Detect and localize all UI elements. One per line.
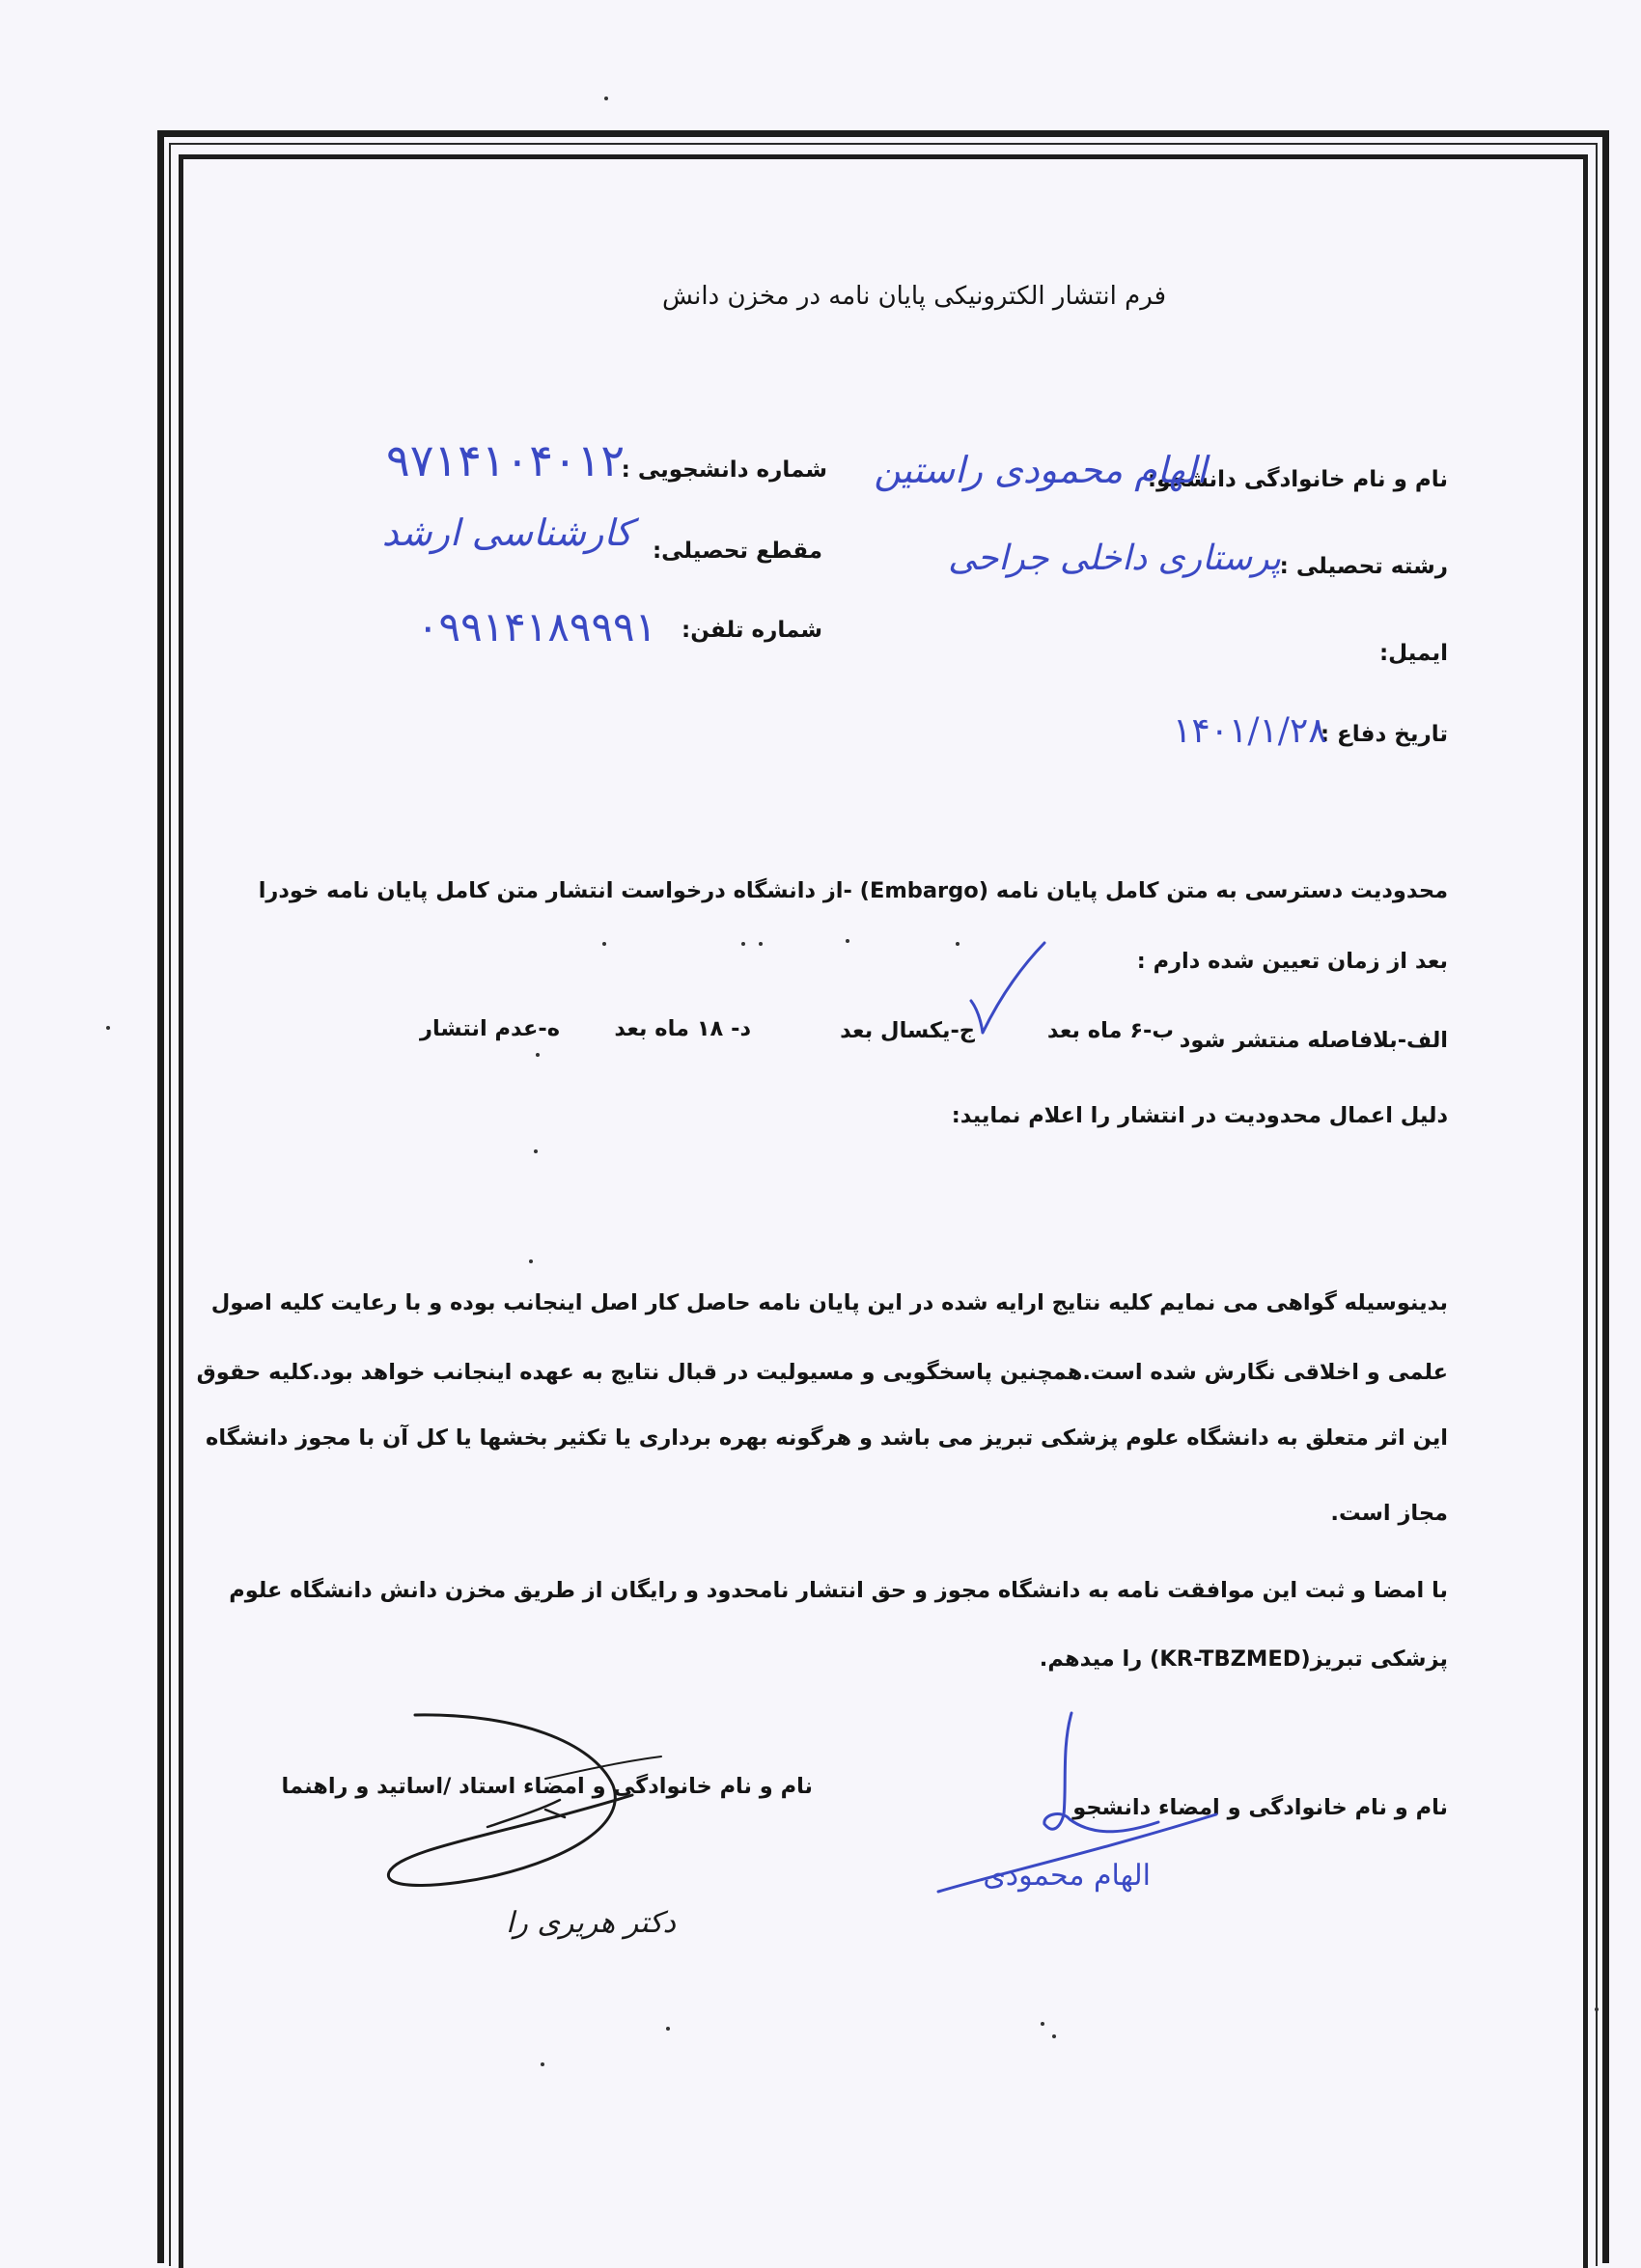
scan-speck bbox=[1041, 2022, 1044, 2026]
scan-speck bbox=[534, 1149, 538, 1153]
scan-speck bbox=[106, 1026, 110, 1030]
scan-speck bbox=[541, 2062, 544, 2066]
major-value: پرستاری داخلی جراحی bbox=[948, 539, 1281, 578]
student-id-value: ۹۷۱۴۱۰۴۰۱۲ bbox=[386, 434, 626, 486]
advisor-signature-label: نام و نام خانوادگی و امضاء استاد /اساتید و راهنما bbox=[281, 1774, 813, 1799]
embargo-option-18-months: د- ۱۸ ماه بعد bbox=[614, 1016, 751, 1041]
scan-speck bbox=[666, 2027, 670, 2031]
declaration-line1: بدینوسیله گواهی می نمایم کلیه نتایج ارایه شده در این پایان نامه حاصل کار اصل اینجانب بوده و با رعایت کلیه اصول bbox=[210, 1290, 1448, 1315]
declaration-line2: علمی و اخلاقی نگارش شده است.همچنین پاسخگویی و مسیولیت در قبال نتایج به عهده اینجانب خواهد بود.کلیه حقوق bbox=[196, 1360, 1448, 1385]
student-signature-label: نام و نام خانوادگی و امضاء دانشجو bbox=[1072, 1795, 1448, 1820]
student-id-label: شماره دانشجویی : bbox=[621, 457, 827, 483]
phone-value: ۰۹۹۱۴۱۸۹۹۹۱ bbox=[417, 603, 657, 650]
embargo-option-1-year: ج-یکسال بعد bbox=[840, 1018, 975, 1043]
declaration-line4: مجاز است. bbox=[1330, 1501, 1448, 1526]
checkmark-icon bbox=[965, 941, 1052, 1037]
phone-label: شماره تلفن: bbox=[681, 618, 822, 643]
student-name-value: الهام محمودی راستین bbox=[874, 449, 1207, 491]
scan-speck bbox=[741, 942, 745, 946]
scan-speck bbox=[956, 942, 960, 946]
defense-date-value: ۱۴۰۱/۱/۲۸ bbox=[1173, 711, 1327, 751]
embargo-text-line1: محدودیت دسترسی به متن کامل پایان نامه (Embargo) -از دانشگاه درخواست انتشار متن کامل پایان نامه خودرا bbox=[258, 878, 1448, 903]
student-handwritten-name: الهام محمودی bbox=[983, 1859, 1151, 1893]
scan-speck bbox=[1595, 2007, 1599, 2011]
scan-speck bbox=[604, 97, 608, 100]
form-title: فرم انتشار الکترونیکی پایان نامه در مخزن دانش bbox=[662, 282, 1166, 311]
embargo-text-line2: بعد از زمان تعیین شده دارم : bbox=[1136, 949, 1448, 974]
consent-line1: با امضا و ثبت این موافقت نامه به دانشگاه مجوز و حق انتشار نامحدود و رایگان از طریق مخزن دانش دانشگاه علوم bbox=[229, 1578, 1448, 1603]
consent-line2: پزشکی تبریز(KR-TBZMED) را میدهم. bbox=[1039, 1646, 1448, 1672]
student-name-label: نام و نام خانوادگی دانشجو: bbox=[1147, 467, 1448, 492]
scan-speck bbox=[536, 1053, 540, 1057]
advisor-signature bbox=[372, 1703, 681, 1896]
email-label: ایمیل: bbox=[1378, 641, 1448, 666]
declaration-line3: این اثر متعلق به دانشگاه علوم پزشکی تبریز می باشد و هرگونه بهره برداری یا تکثیر بخشها یا کل آن با مجوز دانشگاه bbox=[206, 1425, 1448, 1451]
embargo-option-none: ه-عدم انتشار bbox=[420, 1016, 560, 1041]
defense-date-label: تاریخ دفاع : bbox=[1320, 722, 1448, 747]
embargo-reason-label: دلیل اعمال محدودیت در انتشار را اعلام نمایید: bbox=[951, 1103, 1448, 1128]
degree-label: مقطع تحصیلی: bbox=[652, 539, 822, 564]
scan-speck bbox=[602, 942, 606, 946]
scan-speck bbox=[846, 939, 849, 943]
scan-speck bbox=[529, 1259, 533, 1263]
scan-speck bbox=[759, 942, 763, 946]
embargo-option-6-months: ب-۶ ماه بعد bbox=[1046, 1018, 1174, 1043]
embargo-option-immediate: الف-بلافاصله منتشر شود bbox=[1179, 1028, 1448, 1053]
advisor-handwritten-name: دکتر هریری را bbox=[506, 1906, 676, 1940]
major-label: رشته تحصیلی : bbox=[1279, 554, 1448, 579]
degree-value: کارشناسی ارشد bbox=[381, 512, 632, 554]
scan-speck bbox=[1052, 2034, 1056, 2038]
